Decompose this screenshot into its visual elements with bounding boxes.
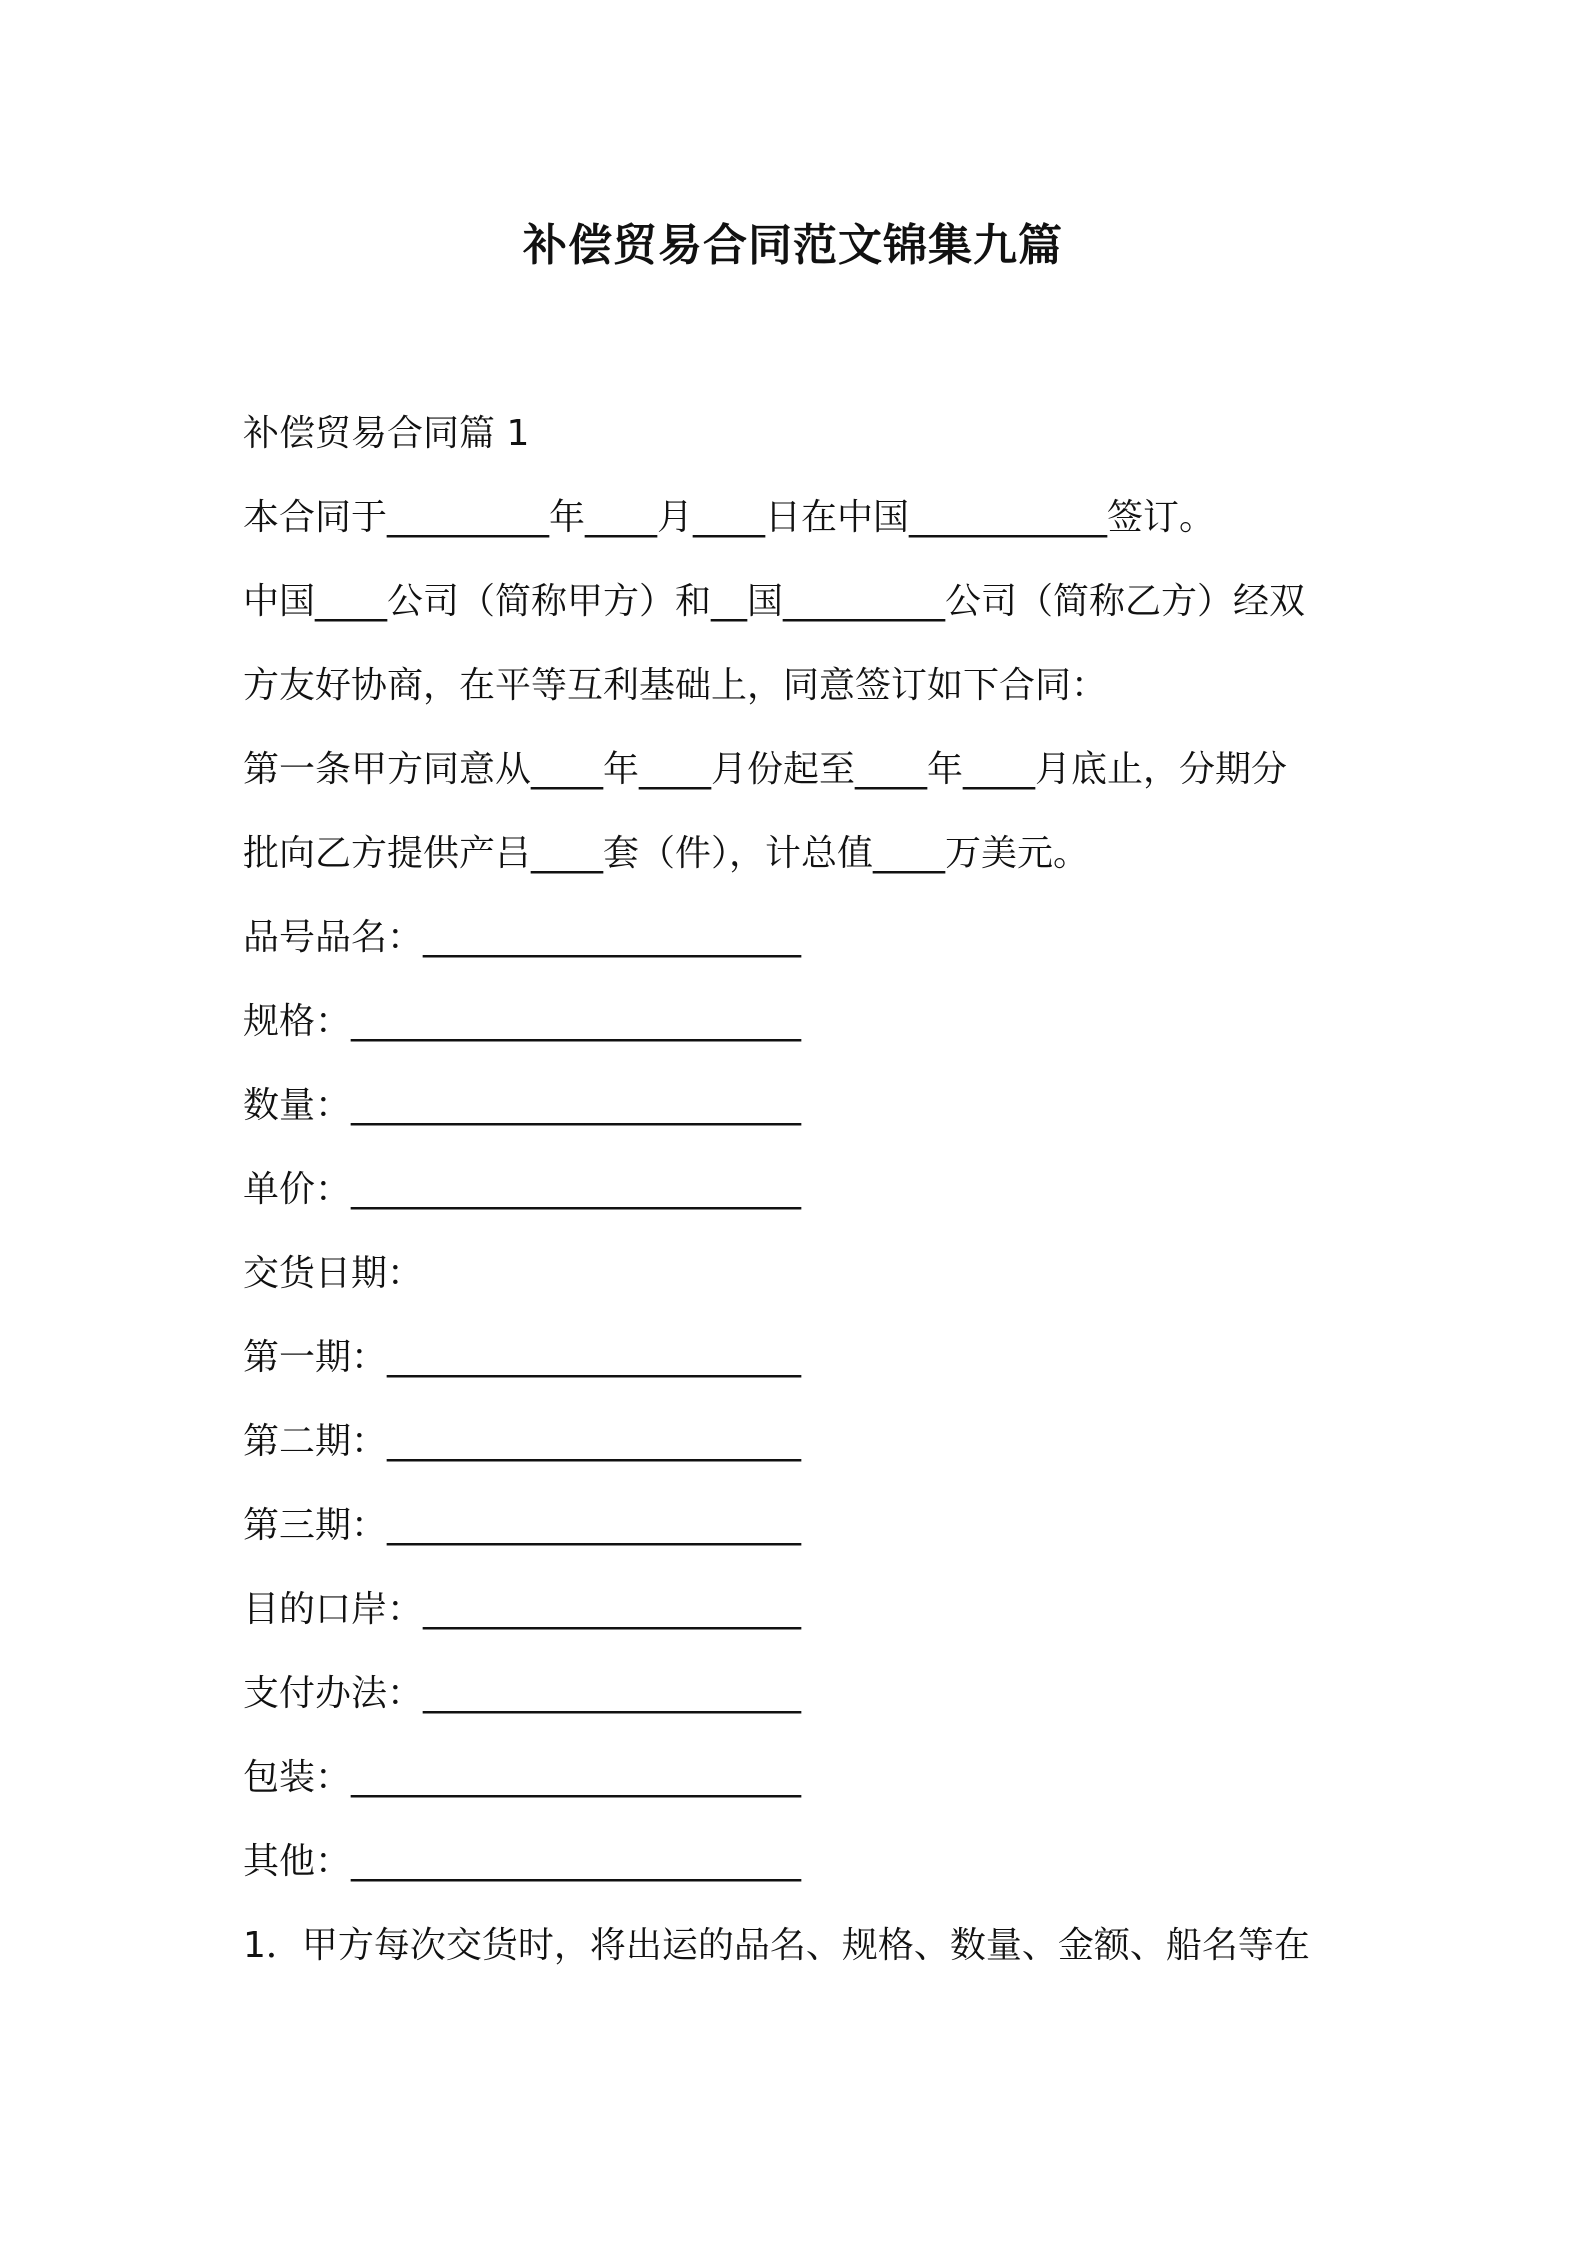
- form-field-payment: 支付办法：_____________________: [243, 1673, 802, 1714]
- section-heading: 补偿贸易合同篇 1: [243, 413, 530, 454]
- contract-line: 方友好协商，在平等互利基础上，同意签订如下合同：: [243, 665, 1108, 706]
- document-title: 补偿贸易合同范文锦集九篇: [523, 220, 1063, 271]
- contract-clause: 1．甲方每次交货时，将出运的品名、规格、数量、金额、船名等在: [243, 1925, 1310, 1966]
- form-field-packing: 包装：_________________________: [243, 1757, 802, 1798]
- form-field-phase-3: 第三期：_______________________: [243, 1505, 802, 1546]
- contract-line: 批向乙方提供产吕____套（件），计总值____万美元。: [243, 833, 1090, 874]
- form-field-port: 目的口岸：_____________________: [243, 1589, 802, 1630]
- form-field-unit-price: 单价：_________________________: [243, 1169, 802, 1210]
- contract-line: 本合同于_________年____月____日在中国___________签订。: [243, 497, 1216, 538]
- form-field-phase-1: 第一期：_______________________: [243, 1337, 802, 1378]
- form-field-other: 其他：_________________________: [243, 1841, 802, 1882]
- form-field-spec: 规格：_________________________: [243, 1001, 802, 1042]
- form-label-delivery-date: 交货日期：: [243, 1253, 424, 1294]
- form-field-phase-2: 第二期：_______________________: [243, 1421, 802, 1462]
- contract-line: 第一条甲方同意从____年____月份起至____年____月底止，分期分: [243, 749, 1288, 790]
- form-field-product-name: 品号品名：_____________________: [243, 917, 802, 958]
- form-field-quantity: 数量：_________________________: [243, 1085, 802, 1126]
- contract-line: 中国____公司（简称甲方）和__国_________公司（简称乙方）经双: [243, 581, 1306, 622]
